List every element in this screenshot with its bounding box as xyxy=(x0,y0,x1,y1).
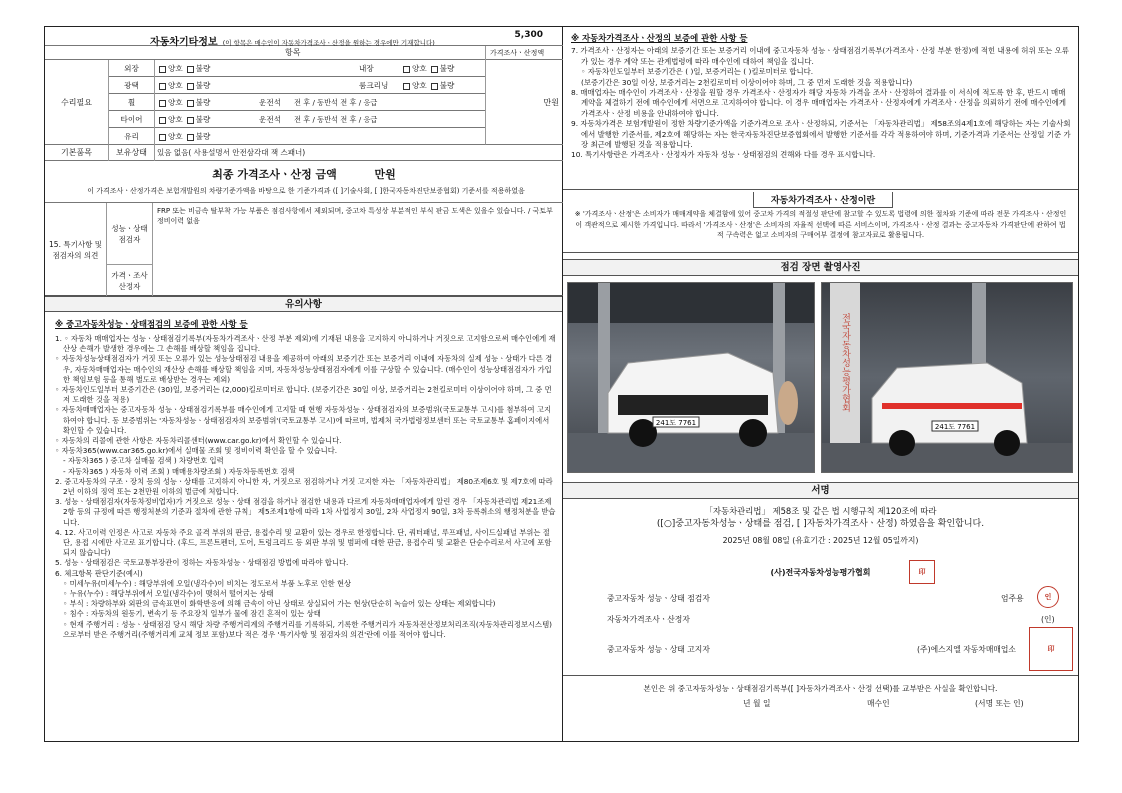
checkbox[interactable] xyxy=(431,83,438,90)
dealer-seal: 印 xyxy=(1029,627,1073,671)
sig-row2-label: 자동차가격조사ㆍ산정자 xyxy=(607,615,690,624)
caution-paragraph: 5. 성능ㆍ상태점검은 국토교통부장관이 정하는 자동차성능ㆍ상태점검 방법에 따라야 합니다. xyxy=(55,558,349,568)
repair-item-label: 유리 xyxy=(109,128,155,145)
price-guarantee-item: 10. 특기사항란은 가격조사ㆍ산정자가 자동차 성능ㆍ상태점검의 견해와 다를 경우 표시합니다. xyxy=(571,150,876,160)
repair-item2-label: 운전석 xyxy=(259,98,282,107)
price-guarantee-item: 8. 매매업자는 매수인이 가격조사ㆍ산정을 원할 경우 가격조사ㆍ산정자가 해당 자동차 가격을 조사ㆍ산정하여 결과를 이 서식에 적도록 한 후, 반드시 매매계약을 체결하기 전에 매수인에게 서면으로 고지하여야 합니다. 이 경우 매매업자는 가격조사ㆍ산정자에게 가격조사ㆍ산정을 의뢰하기 전에 매수인에게 가격조사ㆍ산정 비용을 안내하여야 합니다. xyxy=(571,88,1067,118)
sig-row3-dealer: (주)에스지엘 자동차매매업소 xyxy=(917,645,1016,654)
checkbox[interactable] xyxy=(187,117,194,124)
basic-items-text: 있음 없음( 사용설명서 안전삼각대 잭 스패너) xyxy=(157,148,306,157)
inspector-label: 성능ㆍ상태 점검자 xyxy=(107,203,153,265)
option-good: 양호 xyxy=(168,132,183,141)
page-number: 5,300 xyxy=(514,30,543,40)
header-title: 자동차기타정보 xyxy=(150,37,218,48)
checkbox[interactable] xyxy=(187,66,194,73)
caution-heading: ※ 중고자동차성능ㆍ상태점검의 보증에 관한 사항 등 xyxy=(55,319,248,329)
caution-paragraph: ◦ 자동차성능상태점검자가 거짓 또는 오류가 있는 성능상태점검 내용을 제공하여 아래의 보증기간 또는 보증거리 이내에 자동차의 실제 성능ㆍ상태가 다른 경우, 자동차매매업자는 매수인의 재산상 손해를 배상할 책임을 지며, 자동차성능상태점검자에게 이를 구상할 수 있습니다. (매수인이 성능상태점검자가 가입한 책임보험 등을 통해 별도로 배상받는 경우는 제외) xyxy=(55,354,553,384)
repair-row xyxy=(109,94,485,111)
sig-row2-seal: (인) xyxy=(1041,615,1055,624)
option-bad: 불량 xyxy=(195,98,211,107)
repair-item-label: 외장 xyxy=(109,60,155,77)
option-bad: 불량 xyxy=(195,81,211,90)
repair-item-label: 휠 xyxy=(109,94,155,111)
sig-row1-label: 중고자동차 성능ㆍ상태 점검자 xyxy=(607,594,710,603)
price-guarantee-section xyxy=(571,33,1072,161)
repair-extra: 전 후 / 동반석 전 후 / 응급 xyxy=(294,115,378,124)
checkbox[interactable] xyxy=(159,66,166,73)
sig-row1-name: 엄주용 xyxy=(1001,594,1024,603)
checkbox[interactable] xyxy=(159,134,166,141)
checkbox[interactable] xyxy=(187,83,194,90)
definition-title: 자동차가격조사ㆍ산정이란 xyxy=(753,192,893,208)
photo-1-illustration xyxy=(568,283,815,473)
inspector-opinion-text: FRP 또는 비금속 탈부착 가능 부품은 점검사항에서 제외되며, 중고차 특성상 부분적인 부식 판금 도색은 있을수 있습니다. / 국토부 정비이력 없음 xyxy=(157,207,553,225)
caution-paragraph: ◦ 자동차매매업자는 중고자동차 성능ㆍ상태점검기록부를 매수인에게 고지할 때 현행 자동차성능ㆍ상태점검자의 보증범위(국토교통부 고시)를 첨부하여 고지하여야 합니다. 동 보증범위는 '자동차성능ㆍ상태점검자의 보증범위'(국토교통부 고시)에 따르며, 법제처 국가법령정보센터 또는 국토교통부 홈페이지에서 확인할 수 있습니다. xyxy=(55,405,551,435)
basic-items-sub: 보유상태 xyxy=(109,145,155,161)
final-price-row xyxy=(45,161,563,203)
signature-title: 서명 xyxy=(563,482,1078,499)
buyer-label: 매수인 xyxy=(867,699,890,708)
left-column xyxy=(45,27,563,741)
repair-group-label: 수리필요 xyxy=(45,60,109,145)
option-bad: 불량 xyxy=(195,132,211,141)
option-bad: 불량 xyxy=(439,64,455,73)
price-guarantee-item: 7. 가격조사ㆍ산정자는 아래의 보증기간 또는 보증거리 이내에 중고자동차 성능ㆍ상태점검기록부(가격조사ㆍ산정 부분 한정)에 적힌 내용에 허위 또는 오류가 있는 경우 계약 또는 관계법령에 따라 매수인에 대하여 책임을 집니다. ◦ 자동차인도일부터 보증기간은 ( )일, 보증거리는 ( )킬로미터로 합니다. (보증기간은 30일 이상, 보증거리는 2천킬로미터 이상이어야 하며, 그 중 먼저 도래한 것을 적용합니다) xyxy=(571,46,1069,87)
appraiser-label: 가격ㆍ조사 산정자 xyxy=(107,265,153,296)
signature-statement xyxy=(563,505,1078,547)
final-price-note: 이 가격조사ㆍ산정가격은 보험개발원의 차량기준가액을 바탕으로 한 기준가격과 ([ ]기술사회, [ ]한국자동차진단보증협회) 기준서를 적용하였음 xyxy=(87,187,525,195)
caution-body xyxy=(55,319,556,640)
repair-row xyxy=(109,60,485,77)
photos-title: 점검 장면 촬영사진 xyxy=(563,259,1078,276)
col-price-header: 가격조사ㆍ산정액 xyxy=(485,46,544,60)
repair-extra: 전 후 / 동반석 전 후 / 응급 xyxy=(294,98,378,107)
checkbox[interactable] xyxy=(159,117,166,124)
definition-section xyxy=(563,189,1078,253)
caution-paragraph: 3. 성능ㆍ상태점검자(자동차정비업자)가 거짓으로 성능ㆍ상태 점검을 하거나 점검한 내용과 다르게 자동차매매업자에게 알린 경우 「자동차관리법 제21조제2항 등의 규정에 따른 행정처분의 기준과 절차에 관한 규칙」 제5조제1항에 따라 1차 사업정지 30일, 2차 사업정지 90일, 3차 등록취소의 행정처분을 받습니다. xyxy=(55,497,556,527)
photo-2-sign: 전국자동차성능평가협회 xyxy=(840,313,850,412)
checkbox[interactable] xyxy=(403,83,410,90)
org-seal: 印 xyxy=(909,560,935,584)
repair-item2-label: 룸크리닝 xyxy=(359,81,389,90)
inspector-seal: 인 xyxy=(1037,586,1059,608)
caution-paragraph: 4. 12. 사고이력 인정은 사고로 자동차 주요 골격 부위의 판금, 용접수리 및 교환이 있는 경우로 한정합니다. 단, 쿼터패널, 루프패널, 사이드실패널 부위는 절단, 용접 시에만 사고로 표기합니다. (후드, 프론트펜더, 도어, 트렁크리드 등 외판 부위 및 범퍼에 대한 판금, 용접수리 및 교환은 단순수리로서 사고에 포함되지 않습니다) xyxy=(55,527,552,558)
signature-law-line: 「자동차관리법」 제58조 및 같은 법 시행규칙 제120조에 따라 xyxy=(704,506,937,516)
definition-text: ※ '가격조사ㆍ산정'은 소비자가 매매계약을 체결함에 있어 중고차 가격의 적절성 판단에 참고할 수 있도록 법령에 의한 절차와 기준에 따라 전문 가격조사ㆍ산정인이 객관적으로 제시한 가격입니다. 따라서 '가격조사ㆍ산정'은 소비자의 자율적 선택에 따른 서비스이며, 가격조사ㆍ산정 결과는 중고자동차 가격판단에 관하여 법적 구속력은 없고 소비자의 구매여부 결정에 참고자료로 활용됩니다. xyxy=(574,210,1067,239)
repair-item-label: 타이어 xyxy=(109,111,155,128)
inspection-photo-1 xyxy=(567,282,815,473)
caution-title: 유의사항 xyxy=(45,296,562,312)
signature-org: (사)전국자동차성능평가협회 xyxy=(770,568,871,577)
repair-row xyxy=(109,111,485,128)
checkbox[interactable] xyxy=(187,134,194,141)
repair-item2-label: 운전석 xyxy=(259,115,282,124)
option-bad: 불량 xyxy=(195,115,211,124)
right-column xyxy=(563,27,1078,741)
option-good: 양호 xyxy=(412,64,427,73)
confirm-date: 년 월 일 xyxy=(743,699,771,708)
caution-paragraph: 1. ◦ 자동차 매매업자는 성능ㆍ상태점검기록부(자동차가격조사ㆍ산정 부분 제외)에 기재된 내용을 고지하지 아니하거나 거짓으로 고지함으로써 매수인에게 재산상 손해가 발생한 경우에는 그 손해를 배상할 책임을 집니다. xyxy=(55,333,556,354)
caution-paragraph: ◦ 자동차365(www.car365.go.kr)에서 실매물 조회 및 정비이력 확인을 할 수 있습니다. - 자동차365 ) 중고차 실매물 검색 ) 차량번호 입력 - 자동차365 ) 자동차 이력 조회 ) 매매용차량조회 ) 자동차등록번호 검색 xyxy=(55,446,338,476)
final-price-title: 최종 가격조사ㆍ산정 금액 xyxy=(212,168,337,181)
opinion-section xyxy=(45,203,563,296)
price-guarantee-heading: ※ 자동차가격조사ㆍ산정의 보증에 관한 사항 등 xyxy=(571,33,748,43)
basic-items-row xyxy=(45,145,563,161)
inspection-photo-2 xyxy=(821,282,1073,473)
opinion-label: 15. 특기사항 및 점검자의 의견 xyxy=(45,203,107,296)
basic-items-label: 기본품목 xyxy=(45,145,109,161)
checkbox[interactable] xyxy=(187,100,194,107)
final-price-unit: 만원 xyxy=(374,168,396,181)
repair-item-label: 광택 xyxy=(109,77,155,94)
caution-paragraph: ◦ 자동차의 리콜에 관한 사항은 자동차리콜센터(www.car.go.kr)에서 확인할 수 있습니다. xyxy=(55,435,342,445)
price-guarantee-item: 9. 자동차가격은 보험개발원이 정한 차량기준가액을 기준가격으로 조사ㆍ산정하되, 기준서는 「자동차관리법」 제58조의4제1호에 해당하는 자는 기술사회에서 발행한 기준서를, 제2호에 해당하는 자는 한국자동차진단보증협회에서 발행한 기준서를 각각 적용하여야 하며, 기준가격과 기준서는 산정일 기준 가장 최근에 발행된 것을 적용합니다. xyxy=(571,119,1071,150)
signature-check-line: ([○]중고자동차성능ㆍ상태를 점검, [ ]자동차가격조사ㆍ산정) 하였음을 확인합니다. xyxy=(656,519,985,529)
option-bad: 불량 xyxy=(195,64,211,73)
repair-item2-label: 내장 xyxy=(359,64,374,73)
repair-row xyxy=(109,77,485,94)
sig-row3-label: 중고자동차 성능ㆍ상태 고지자 xyxy=(607,645,710,654)
checkbox[interactable] xyxy=(159,100,166,107)
checkbox[interactable] xyxy=(159,83,166,90)
option-good: 양호 xyxy=(168,81,183,90)
document-page xyxy=(44,26,1079,742)
col-item-header: 항목 xyxy=(285,48,301,57)
header-row xyxy=(45,27,563,46)
checkbox[interactable] xyxy=(431,66,438,73)
option-good: 양호 xyxy=(168,64,183,73)
signature-date-line: 2025년 08월 08일 (유효기간 : 2025년 12월 05일까지) xyxy=(722,536,919,545)
repair-unit: 만원 xyxy=(485,60,563,145)
header-subtitle: (이 항목은 매수인이 자동차가격조사ㆍ산정을 원하는 경우에만 기재합니다) xyxy=(222,39,435,47)
photo-2-plate: 241도 7761 xyxy=(934,423,976,431)
caution-paragraph: 6. 체크항목 판단기준(예시) ◦ 미세누유(미세누수) : 해당부위에 오일(냉각수)이 비치는 정도로서 부품 노후로 인한 현상 ◦ 누유(누수) : 해당부위에서 오일(냉각수)이 맺혀서 떨어지는 상태 ◦ 부식 : 차량하부와 외판의 금속표면이 화학반응에 의해 금속이 아닌 상태로 상실되어 가는 현상(단순히 녹슬어 있는 상태는 제외합니다) ◦ 침수 : 자동차의 원동기, 변속기 등 주요장치 일부가 물에 잠긴 흔적이 있는 상태 ◦ 현재 주행거리 : 성능ㆍ상태점검 당시 해당 차량 주행거리계의 주행거리를 기록하되, 기록한 주행거리가 자동차전산정보처리조직(자동차관리정보시스템)으로부터 받은 주행거리(주행거리계 교체 정보 포함)보다 적은 경우 '특기사항 및 점검자의 의견'란에 이를 적어야 합니다. xyxy=(55,568,552,639)
option-good: 양호 xyxy=(168,115,183,124)
buyer-sign-note: (서명 또는 인) xyxy=(975,699,1024,708)
caution-paragraph: ◦ 자동차인도일부터 보증기간은 (30)일, 보증거리는 (2,000)킬로미터로 합니다. (보증기간은 30일 이상, 보증거리는 2천킬로미터 이상이어야 하며, 그 중 먼저 도래한 것을 적용) xyxy=(55,384,552,405)
checkbox[interactable] xyxy=(403,66,410,73)
photo-1-plate: 241도 7761 xyxy=(655,419,697,427)
option-good: 양호 xyxy=(412,81,427,90)
option-good: 양호 xyxy=(168,98,183,107)
caution-paragraph: 2. 중고자동차의 구조ㆍ장치 등의 성능ㆍ상태를 고지하지 아니한 자, 거짓으로 점검하거나 거짓 고지한 자는 「자동차관리법」 제80조제6호 및 제7호에 따라 2년 이하의 징역 또는 2천만원 이하의 벌금에 처합니다. xyxy=(55,476,553,496)
confirm-text: 본인은 위 중고자동차성능ㆍ상태점검기록부([ ]자동차가격조사ㆍ산정 선택)를 교부받은 사실을 확인합니다. xyxy=(643,684,998,693)
repair-row xyxy=(109,128,485,145)
option-bad: 불량 xyxy=(439,81,455,90)
